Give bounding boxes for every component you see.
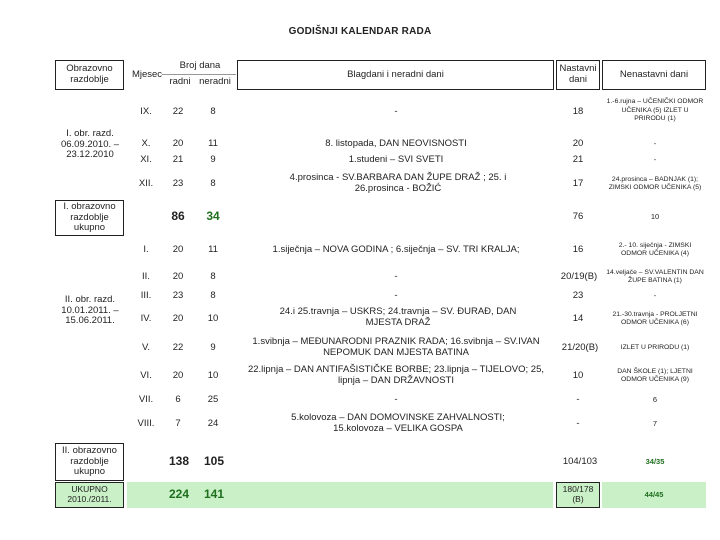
nonworking-days-cell: 10 bbox=[207, 312, 219, 324]
nonteaching-days-cell: 14.veljače – SV.VALENTIN DAN ŽUPE BATINA (1) bbox=[606, 268, 704, 284]
nonteaching-days-cell: DAN ŠKOLE (1); LJETNI ODMOR UČENIKA (9) bbox=[617, 367, 693, 383]
month-cell: VI. bbox=[140, 369, 152, 381]
period-2-nonworking-total: 105 bbox=[203, 454, 225, 469]
nonteaching-days-cell: 24.prosinca – BADNJAK (1); ZIMSKI ODMOR UČENIKA (5) bbox=[608, 175, 702, 191]
period-1-total-label: I. obrazovno razdoblje ukupno bbox=[55, 200, 124, 236]
period-2-working-total: 138 bbox=[168, 454, 190, 469]
nonteaching-days-cell: 2.- 10. siječnja - ZIMSKI ODMOR UČENIKA (4) bbox=[618, 241, 692, 257]
nonworking-days-cell: 25 bbox=[207, 393, 219, 405]
nonworking-days-cell: 10 bbox=[207, 369, 219, 381]
period-1-working-total: 86 bbox=[171, 209, 185, 224]
year-total-label: UKUPNO 2010./2011. bbox=[55, 482, 124, 508]
month-cell: VII. bbox=[138, 393, 154, 405]
header-period: Obrazovno razdoblje bbox=[55, 60, 124, 90]
nonworking-days-cell: 11 bbox=[208, 243, 218, 255]
nonteaching-days-cell: - bbox=[653, 291, 657, 301]
period-1-nonworking-total: 34 bbox=[206, 209, 220, 224]
working-days-cell: 23 bbox=[172, 177, 184, 189]
teaching-days-cell: 14 bbox=[572, 312, 584, 324]
teaching-days-cell: 20 bbox=[572, 137, 584, 149]
teaching-days-cell: 23 bbox=[572, 289, 584, 301]
teaching-days-cell: 16 bbox=[572, 243, 584, 255]
page-title: GODIŠNJI KALENDAR RADA bbox=[288, 26, 432, 37]
nonworking-days-cell: 11 bbox=[208, 137, 218, 149]
year-teaching-total: 180/178 (B) bbox=[556, 482, 600, 508]
nonteaching-days-cell: - bbox=[653, 139, 657, 149]
month-cell: IX. bbox=[140, 105, 152, 117]
teaching-days-cell: 20/19(B) bbox=[560, 270, 598, 282]
nonworking-days-cell: 8 bbox=[210, 105, 216, 117]
working-days-cell: 20 bbox=[172, 369, 184, 381]
header-month: Mjesec bbox=[131, 68, 163, 80]
nonteaching-days-cell: 6 bbox=[652, 395, 658, 405]
working-days-cell: 20 bbox=[172, 243, 184, 255]
teaching-days-cell: 21/20(B) bbox=[561, 341, 599, 353]
teaching-days-cell: 17 bbox=[572, 177, 584, 189]
month-cell: X. bbox=[141, 137, 151, 149]
working-days-cell: 23 bbox=[172, 289, 184, 301]
period-2-teaching-total: 104/103 bbox=[562, 455, 598, 467]
period-2-total-label: II. obrazovno razdoblje ukupno bbox=[55, 443, 124, 481]
holiday-cell: 1.svibnja – MEĐUNARODNI PRAZNIK RADA; 16.svibnja – SV.IVAN NEPOMUK DAN MJESTA BATINA bbox=[252, 336, 540, 358]
working-days-cell: 22 bbox=[172, 341, 184, 353]
teaching-days-cell: 21 bbox=[572, 153, 584, 165]
holiday-cell: 5.kolovoza – DAN DOMOVINSKE ZAHVALNOSTI; 15.kolovoza – VELIKA GOSPA bbox=[291, 412, 505, 434]
nonteaching-days-cell: 21.-30.travnja - PROLJETNI ODMOR UČENIKA (6) bbox=[612, 310, 698, 326]
holiday-cell: - bbox=[394, 393, 398, 405]
year-working-total: 224 bbox=[168, 487, 190, 502]
nonworking-days-cell: 8 bbox=[210, 289, 216, 301]
working-days-cell: 20 bbox=[172, 312, 184, 324]
holiday-cell: 4.prosinca - SV.BARBARA DAN ŽUPE DRAŽ ; 25. i 26.prosinca - BOŽIĆ bbox=[289, 172, 507, 194]
period-2-label: II. obr. razd. 10.01.2011. – 15.06.2011. bbox=[61, 293, 119, 327]
month-cell: VIII. bbox=[137, 417, 155, 429]
header-working-days: radni bbox=[169, 75, 191, 87]
working-days-cell: 6 bbox=[175, 393, 181, 405]
nonteaching-days-cell: 7 bbox=[652, 419, 658, 429]
nonworking-days-cell: 24 bbox=[207, 417, 219, 429]
teaching-days-cell: 10 bbox=[572, 369, 584, 381]
nonteaching-days-cell: - bbox=[653, 155, 657, 165]
month-cell: IV. bbox=[140, 312, 152, 324]
nonworking-days-cell: 9 bbox=[210, 341, 216, 353]
month-cell: V. bbox=[141, 341, 151, 353]
period-1-label: I. obr. razd. 06.09.2010. – 23.12.2010 bbox=[60, 127, 120, 161]
holiday-cell: - bbox=[394, 105, 398, 117]
working-days-cell: 7 bbox=[175, 417, 181, 429]
nonteaching-days-cell: IZLET U PRIRODU (1) bbox=[620, 343, 690, 351]
year-nonteaching-total: 44/45 bbox=[602, 482, 706, 508]
holiday-cell: - bbox=[394, 270, 398, 282]
holiday-cell: - bbox=[394, 289, 398, 301]
nonworking-days-cell: 8 bbox=[210, 270, 216, 282]
month-cell: XI. bbox=[140, 153, 152, 165]
working-days-cell: 20 bbox=[172, 137, 184, 149]
holiday-cell: 1.siječnja – NOVA GODINA ; 6.siječnja – SV. TRI KRALJA; bbox=[272, 243, 520, 255]
header-days-count: Broj dana bbox=[179, 59, 221, 71]
nonworking-days-cell: 9 bbox=[210, 153, 216, 165]
holiday-cell: 8. listopada, DAN NEOVISNOSTI bbox=[325, 137, 467, 149]
teaching-days-cell: - bbox=[576, 393, 580, 405]
holiday-cell: 24.i 25.travnja – USKRS; 24.travnja – SV. ĐURAĐ, DAN MJESTA DRAŽ bbox=[279, 306, 517, 328]
holiday-cell: 1.studeni – SVI SVETI bbox=[348, 153, 444, 165]
working-days-cell: 22 bbox=[172, 105, 184, 117]
year-nonworking-total: 141 bbox=[203, 487, 225, 502]
month-cell: III. bbox=[140, 289, 152, 301]
period-2-nonteaching-total: 34/35 bbox=[645, 457, 665, 467]
period-1-teaching-total: 76 bbox=[572, 210, 584, 222]
month-cell: I. bbox=[143, 243, 149, 255]
nonworking-days-cell: 8 bbox=[210, 177, 216, 189]
month-cell: II. bbox=[142, 270, 150, 282]
period-1-nonteaching-total: 10 bbox=[650, 212, 660, 222]
header-nonworking-days: neradni bbox=[199, 75, 231, 87]
month-cell: XII. bbox=[138, 177, 154, 189]
header-holidays: Blagdani i neradni dani bbox=[237, 60, 554, 90]
working-days-cell: 21 bbox=[172, 153, 184, 165]
header-teaching-days: Nastavni dani bbox=[556, 60, 600, 90]
nonteaching-days-cell: 1.-6.rujna – UČENIČKI ODMOR UČENIKA (5) IZLET U PRIRODU (1) bbox=[606, 98, 704, 123]
working-days-cell: 20 bbox=[172, 270, 184, 282]
teaching-days-cell: - bbox=[576, 417, 580, 429]
header-nonteaching-days: Nenastavni dani bbox=[602, 60, 706, 90]
teaching-days-cell: 18 bbox=[572, 105, 584, 117]
holiday-cell: 22.lipnja – DAN ANTIFAŠISTIČKE BORBE; 23.lipnja – TIJELOVO; 25, lipnja – DAN DRŽAVNOSTI bbox=[247, 364, 545, 386]
